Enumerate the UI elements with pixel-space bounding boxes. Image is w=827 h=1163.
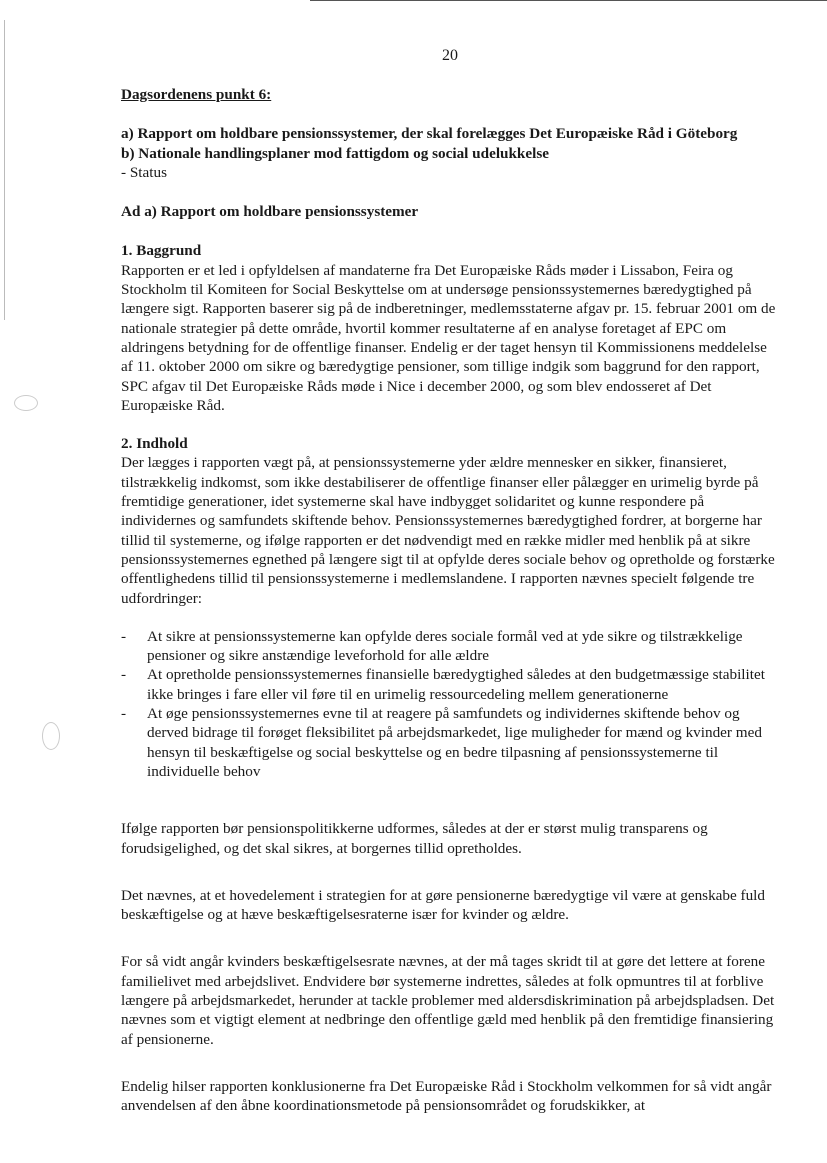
scan-smudge xyxy=(42,722,60,750)
agenda-item-status: - Status xyxy=(121,163,167,181)
baggrund-text: Rapporten er et led i opfyldelsen af mandaterne fra Det Europæiske Råds møder i Lissabon, Feira og Stockholm til Komiteen for Social Beskyttelse om at undersøge pensionssystemernes bæredygtighed på længere sigt. Rapporten baserer sig på de indberetninger, medlemsstaterne afgav pr. 15. februar 2001 om de nationale strategier på dette område, hvortil kommer resultaterne af en analyse foretaget af EPC om aldringens betydning for de offentlige finanser. Endelig er der taget hensyn til Kommissionens meddelelse af 11. oktober 2000 om sikre og bæredygtige pensioner, som tillige indgik som baggrund for den rapport, SPC afgav til Det Europæiske Råds møde i Nice i december 2000, og som blev endosseret af Det Europæiske Råd. xyxy=(121,261,776,414)
paragraph: Det nævnes, at et hovedelement i strategien for at gøre pensionerne bæredygtige vil være at genskabe fuld beskæftigelse og at hæve beskæftigelsesraterne især for kvinder og ældre. xyxy=(121,886,766,924)
list-item: - At sikre at pensionssystemerne kan opfylde deres sociale formål ved at yde sikre og tilstrækkelige pensioner og sikre anstændige leveforhold for alle ældre xyxy=(121,627,781,666)
indhold-text: Der lægges i rapporten vægt på, at pensionssystemerne yder ældre mennesker en sikker, finansieret, tilstrækkelig indkomst, som ikke destabiliserer de offentlige finanser eller pålægger en urimelig byrde på fremtidige generationer, idet systemerne skal have indbygget solidaritet og kunne respondere på individernes og samfundets skiftende behov. Pensionssystemernes bæredygtighed fordrer, at borgerne har tillid til systemerne, og ifølge rapporten er det nødvendigt med en række midler med henblik på at sikre pensionssystemernes egnethed på længere sigt til at opfylde deres sociale behov og opretholde og forstærke offentlighedens tillid til pensionssystemerne i medlemslandene. I rapporten nævnes specielt følgende tre udfordringer: xyxy=(121,454,775,607)
scan-margin-line xyxy=(4,20,5,320)
agenda-item-a: a) Rapport om holdbare pensionssystemer, der skal forelægges Det Europæiske Råd i Göteborg xyxy=(121,125,738,143)
page-number: 20 xyxy=(442,47,458,64)
section-heading: Ad a) Rapport om holdbare pensionssystemer xyxy=(121,203,419,221)
list-item: - At opretholde pensionssystemernes finansielle bæredygtighed således at den budgetmæssige stabilitet ikke bringes i fare eller vil føre til en urimelig ressourcedeling mellem generationerne xyxy=(121,665,781,704)
challenges-list xyxy=(121,627,781,781)
list-item: - At øge pensionssystemernes evne til at reagere på samfundets og individernes skiftende behov og derved bidrage til forøget fleksibilitet på arbejdsmarkedet, lige muligheder for mænd og kvinder med hensyn til beskæftigelse og social beskyttelse og en bedre tilpasning af pensionssystemerne til individuelle behov xyxy=(121,704,781,781)
agenda-item-b: b) Nationale handlingsplaner mod fattigdom og social udelukkelse xyxy=(121,144,549,162)
scan-smudge xyxy=(14,395,38,411)
indhold-heading: 2. Indhold xyxy=(121,435,188,453)
document-body xyxy=(121,85,781,1115)
baggrund-heading: 1. Baggrund xyxy=(121,242,202,260)
paragraph: Endelig hilser rapporten konklusionerne fra Det Europæiske Råd i Stockholm velkommen for så vidt angår anvendelsen af den åbne koordinationsmetode på pensionsområdet og forudskikker, at xyxy=(121,1077,772,1115)
agenda-title: Dagsordenens punkt 6: xyxy=(121,86,272,103)
scan-edge-line xyxy=(310,0,827,1)
paragraph: Ifølge rapporten bør pensionspolitikkerne udformes, således at der er størst mulig transparens og forudsigelighed, og det skal sikres, at borgernes tillid opretholdes. xyxy=(121,820,708,857)
paragraph: For så vidt angår kvinders beskæftigelsesrate nævnes, at der må tages skridt til at gøre det lettere at forene familielivet med arbejdslivet. Endvidere bør systemerne indrettes, således at folk opmuntres til at forblive længere på arbejdsmarkedet, herunder at tackle problemer med aldersdiskrimination på arbejdspladsen. Det nævnes som et vigtigt element at nedbringe den offentlige gæld med henblik på den fremtidige finansiering af pensionerne. xyxy=(121,953,775,1048)
